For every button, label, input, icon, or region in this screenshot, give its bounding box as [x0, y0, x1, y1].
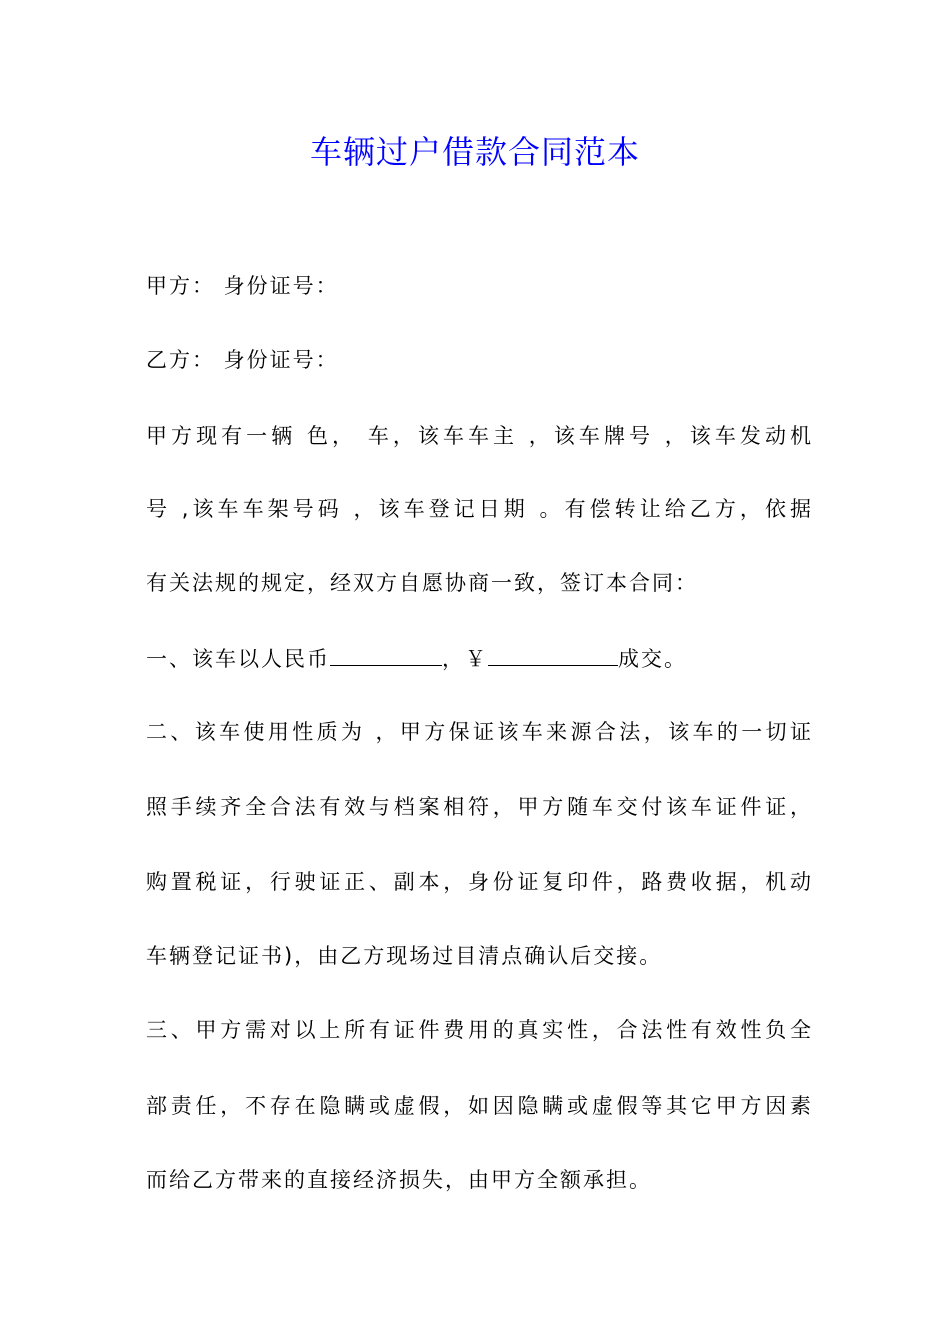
party-a-line: 甲方： 身份证号： [146, 274, 339, 298]
clause-3-line-2: 部责任，不存在隐瞒或虚假，如因隐瞒或虚假等其它甲方因素 [146, 1094, 811, 1118]
document-title: 车辆过户借款合同范本 [309, 133, 640, 171]
clause-3-line-1: 三、甲方需对以上所有证件费用的真实性，合法性有效性负全 [146, 1018, 811, 1042]
amount-blank-yuan[interactable] [488, 643, 618, 666]
preamble-line-2: 号 ,该车车架号码 ，该车登记日期 。有偿转让给乙方，依据 [146, 497, 811, 521]
clause-2-line-4: 车辆登记证书)，由乙方现场过目清点确认后交接。 [146, 944, 663, 968]
clause-1-suffix: 成交。 [618, 647, 687, 671]
clause-2-line-1: 二、该车使用性质为 ，甲方保证该车来源合法，该车的一切证 [146, 720, 811, 744]
clause-1-line [146, 643, 811, 675]
party-b-line: 乙方： 身份证号： [146, 348, 339, 372]
clause-2-line-3: 购置税证，行驶证正、副本，身份证复印件，路费收据，机动 [146, 870, 811, 894]
clause-2-line-2: 照手续齐全合法有效与档案相符，甲方随车交付该车证件证， [146, 795, 811, 819]
clause-3-line-3: 而给乙方带来的直接经济损失，由甲方全额承担。 [146, 1168, 652, 1192]
preamble-line-3: 有关法规的规定，经双方自愿协商一致，签订本合同： [146, 571, 698, 595]
amount-blank-rmb[interactable] [330, 643, 442, 666]
clause-1-prefix: 一、该车以人民币 [146, 647, 330, 671]
clause-1-middle: ，￥ [442, 647, 488, 671]
preamble-line-1: 甲方现有一辆 色， 车，该车车主 ，该车牌号 ，该车发动机 [146, 424, 811, 448]
